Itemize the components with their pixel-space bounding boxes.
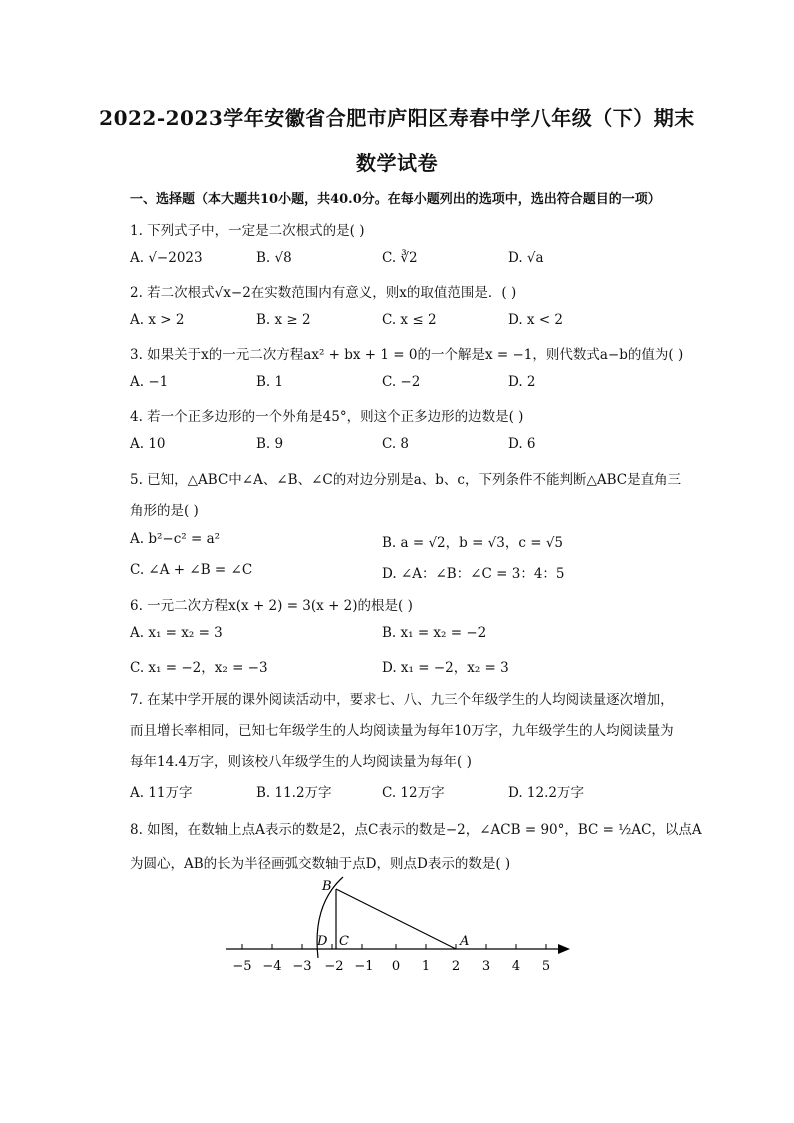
q1-option-d: D. √a xyxy=(508,250,544,266)
tick-label: 5 xyxy=(541,959,551,974)
tick-label: −1 xyxy=(354,959,374,974)
q6-option-b: B. x₁ = x₂ = −2 xyxy=(382,625,487,641)
point-label-B: B xyxy=(322,879,332,894)
tick-label: 2 xyxy=(451,959,461,974)
q5-option-d: D. ∠A：∠B：∠C = 3：4：5 xyxy=(382,566,565,582)
q2-option-d: D. x < 2 xyxy=(508,312,564,328)
tick-label: 4 xyxy=(511,959,521,974)
tick-label: −3 xyxy=(292,959,312,974)
q1-option-b: B. √8 xyxy=(256,250,292,266)
q7-option-c: C. 12万字 xyxy=(382,785,445,801)
question-7-stem-cont2: 每年14.4万字，则该校八年级学生的人均阅读量为每年( ) xyxy=(130,754,472,770)
q3-option-b: B. 1 xyxy=(256,374,284,390)
question-8-stem: 8. 如图，在数轴上点A表示的数是2，点C表示的数是−2，∠ACB = 90°，BC = ½AC，以点A xyxy=(130,822,702,838)
q5-option-a: A. b²−c² = a² xyxy=(130,531,221,547)
page-subtitle: 数学试卷 xyxy=(356,151,438,175)
tick-label: 0 xyxy=(391,959,401,974)
page-title: 2022-2023学年安徽省合肥市庐阳区寿春中学八年级（下）期末 xyxy=(99,106,695,130)
q1-option-c: C. ∛2 xyxy=(382,250,418,266)
question-5-stem: 5. 已知，△ABC中∠A、∠B、∠C的对边分别是a、b、c，下列条件不能判断△ABC是直角三 xyxy=(130,472,682,488)
q2-option-a: A. x > 2 xyxy=(130,312,185,328)
q7-option-a: A. 11万字 xyxy=(130,785,193,801)
point-label-C: C xyxy=(339,934,349,949)
q6-option-d: D. x₁ = −2，x₂ = 3 xyxy=(382,660,509,676)
point-label-D: D xyxy=(317,934,328,949)
question-2-stem: 2. 若二次根式√x−2在实数范围内有意义，则x的取值范围是．( ) xyxy=(130,285,517,301)
question-3-stem: 3. 如果关于x的一元二次方程ax² + bx + 1 = 0的一个解是x = −1，则代数式a−b的值为( ) xyxy=(130,347,684,363)
q3-option-c: C. −2 xyxy=(382,374,421,390)
tick-label: −2 xyxy=(324,959,344,974)
q2-option-b: B. x ≥ 2 xyxy=(256,312,311,328)
question-6-stem: 6. 一元二次方程x(x + 2) = 3(x + 2)的根是( ) xyxy=(130,598,413,614)
q1-option-a: A. √−2023 xyxy=(130,250,203,266)
q4-option-a: A. 10 xyxy=(130,436,166,452)
q2-option-c: C. x ≤ 2 xyxy=(382,312,437,328)
segment-AB xyxy=(336,889,456,949)
question-7-stem-cont1: 而且增长率相同，已知七年级学生的人均阅读量为每年10万字，九年级学生的人均阅读量为 xyxy=(130,723,674,739)
question-7-stem: 7. 在某中学开展的课外阅读活动中，要求七、八、九三个年级学生的人均阅读量逐次增加， xyxy=(130,692,674,708)
q7-option-b: B. 11.2万字 xyxy=(256,785,332,801)
tick-label: −4 xyxy=(262,959,282,974)
point-label-A: A xyxy=(460,934,470,949)
tick-label: 1 xyxy=(421,959,431,974)
section-heading: 一、选择题（本大题共10小题，共40.0分。在每小题列出的选项中，选出符合题目的一项） xyxy=(130,192,661,207)
tick-label: −5 xyxy=(232,959,252,974)
q3-option-d: D. 2 xyxy=(508,374,536,390)
question-5-stem-cont: 角形的是( ) xyxy=(130,503,199,519)
q4-option-d: D. 6 xyxy=(508,436,536,452)
tick-marks xyxy=(242,944,546,949)
q4-option-b: B. 9 xyxy=(256,436,284,452)
q4-option-c: C. 8 xyxy=(382,436,410,452)
q6-option-c: C. x₁ = −2，x₂ = −3 xyxy=(130,660,268,676)
q6-option-a: A. x₁ = x₂ = 3 xyxy=(130,625,223,641)
q5-option-b: B. a = √2，b = √3，c = √5 xyxy=(382,535,564,551)
tick-label: 3 xyxy=(481,959,491,974)
question-8-stem-cont: 为圆心，AB的长为半径画弧交数轴于点D，则点D表示的数是( ) xyxy=(130,856,511,872)
q5-option-c: C. ∠A + ∠B = ∠C xyxy=(130,562,253,578)
q3-option-a: A. −1 xyxy=(130,374,169,390)
axis-arrow xyxy=(558,944,570,954)
q7-option-d: D. 12.2万字 xyxy=(508,785,584,801)
question-1-stem: 1. 下列式子中，一定是二次根式的是( ) xyxy=(130,223,365,239)
question-4-stem: 4. 若一个正多边形的一个外角是45°，则这个正多边形的边数是( ) xyxy=(130,409,524,425)
